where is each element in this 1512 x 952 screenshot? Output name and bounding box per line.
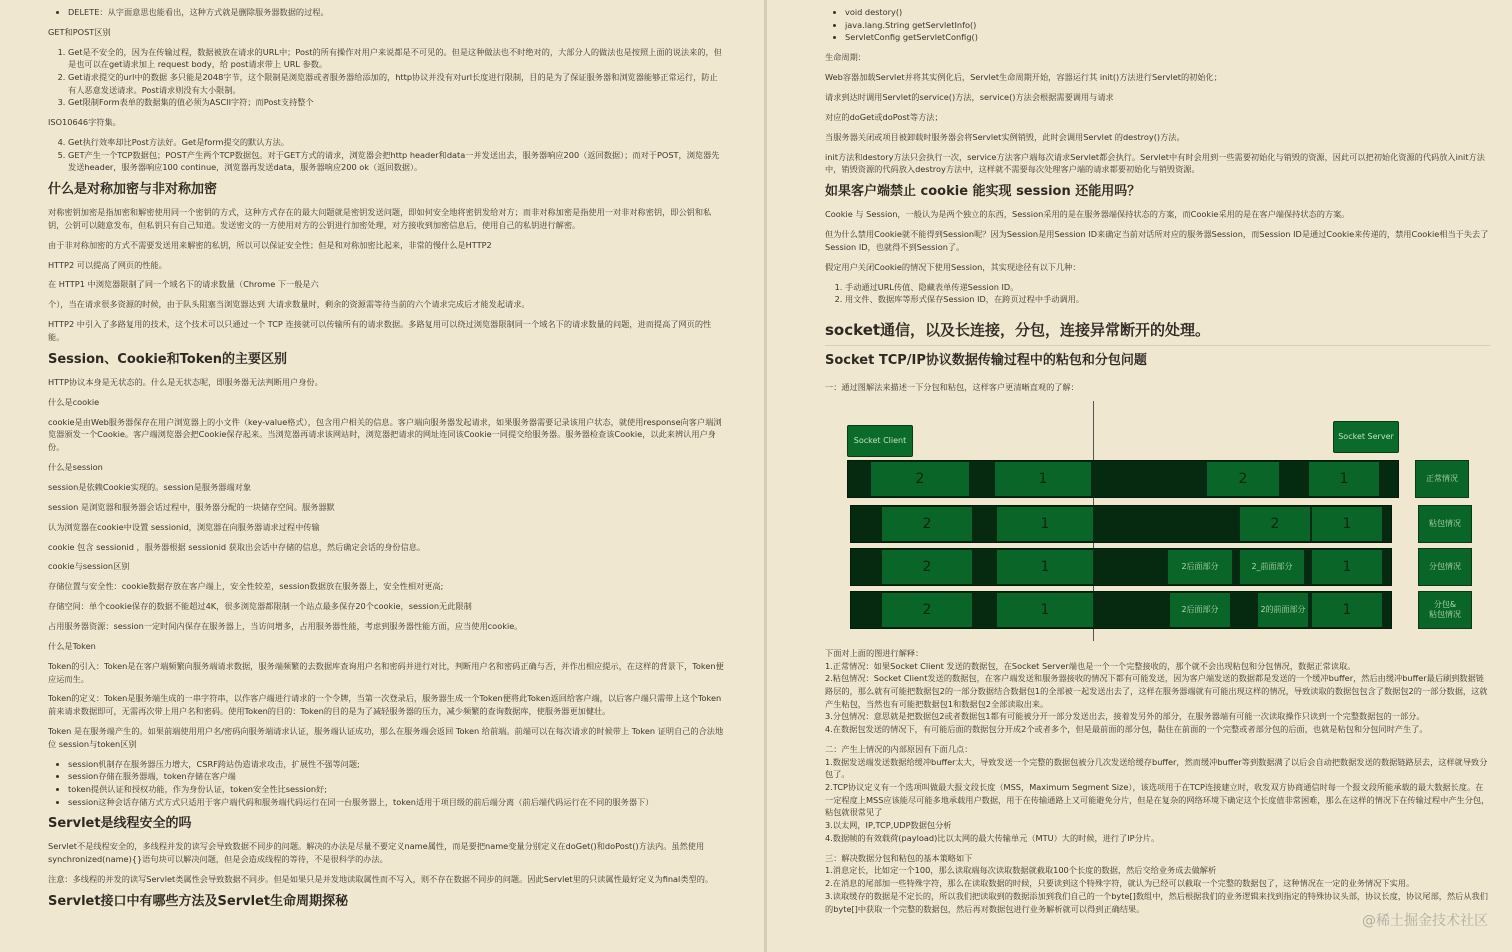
paragraph: session是依赖Cookie实现的。session是服务器端对象	[48, 481, 252, 492]
list-item: • java.lang.String getServletInfo()	[845, 19, 1490, 32]
list-item: 5. GET产生一个TCP数据包；POST产生两个TCP数据包。对于GET方式的请求，浏览器会把http header和data一并发送出去，服务器响应200（返回数据）；而对于POST，浏览器先发送header，服务器响应100 continue，浏览器再发送data，服务器响应200 ok（返回数据）。	[68, 149, 724, 174]
paragraph: 当服务器关闭或项目被卸载时服务器会将Servlet实例销毁，此时会调用Servlet 的destroy()方法。	[825, 131, 1185, 142]
packet-1: 1	[1308, 462, 1380, 496]
packet-row-normal	[847, 460, 1399, 498]
packet-1: 1	[996, 507, 1094, 541]
paragraph: 对称密钥加密是指加密和解密使用同一个密钥的方式，这种方式存在的最大问题就是密钥发送问题，即如何安全地将密钥发给对方；而非对称加密是指使用一对非对称密钥，即公钥和私钥，公钥可以随意发布，但私钥只有自己知道。发送密文的一方使用对方的公钥进行加密处理，对方接收到加密信息后，使用自己的私钥进行解密。	[48, 207, 712, 230]
packet-2: 2	[881, 593, 973, 627]
list-item: 2. Get请求提交的url中的数据 多只能是2048字节，这个限制是浏览器或者服务器给添加的，http协议并没有对url长度进行限制，目的是为了保证服务器和浏览器能够正常运行，防止有人恶意发送请求。Post请求则没有大小限制。	[68, 71, 724, 96]
paragraph: 下面对上面的图进行解释：	[825, 647, 924, 658]
list-item: • DELETE：从字面意思也能看出，这种方式就是删除服务器数据的过程。	[68, 6, 724, 19]
packet-1: 1	[1311, 550, 1383, 584]
packet-2: 2	[870, 462, 970, 496]
heading-servlet: Servlet是线程安全的吗	[48, 816, 192, 832]
paragraph: 4.数据帧的有效载荷(payload)比以太网的最大传输单元（MTU）大的时候，进行了IP分片。	[825, 832, 1160, 843]
paragraph: 由于非对称加密的方式不需要发送用来解密的私钥，所以可以保证安全性；但是和对称加密比起来，非常的慢什么是HTTP2	[48, 239, 492, 250]
packet-2: 2	[881, 550, 973, 584]
paragraph: 对应的doGet或doPost等方法；	[825, 111, 943, 122]
paragraph: session 是浏览器和服务器会话过程中，服务器分配的一块储存空间。服务器默	[48, 501, 335, 512]
paragraph: 二：产生上情况的内部原因有下面几点：	[825, 743, 973, 754]
packet-2-back: 2后面部分	[1169, 593, 1231, 627]
packet-1: 1	[996, 593, 1094, 627]
cookie-list	[825, 281, 1490, 306]
heading-tcp: Socket TCP/IP协议数据传输过程中的粘包和分包问题	[825, 352, 1147, 368]
paragraph: 在 HTTP1 中浏览器限制了同一个域名下的请求数量（Chrome 下一般是六	[48, 279, 319, 290]
packet-2-back: 2后面部分	[1167, 550, 1233, 584]
list-item: • ServletConfig getServletConfig()	[845, 31, 1490, 44]
heading-socket: socket通信，以及长连接，分包，连接异常断开的处理。	[825, 320, 1490, 346]
right-page	[767, 0, 1512, 952]
getpost-list-2	[48, 136, 724, 174]
tag-normal: 正常情况	[1415, 460, 1469, 498]
paragraph: Token 是在服务端产生的。如果前端使用用户名/密码向服务端请求认证，服务端认证成功，那么在服务端会返回 Token 给前端。前端可以在每次请求的时候带上 Token 证明自己的合法地位 session与token区别	[48, 726, 724, 749]
packet-2-front: 2的前面部分	[1257, 593, 1309, 627]
servlet-method-list	[825, 6, 1490, 44]
paragraph: cookie 包含 sessionid ，服务器根据 sessionid 获取出会话中存储的信息，然后确定会话的身份信息。	[48, 541, 426, 552]
heading-servlet-lifecycle: Servlet接口中有哪些方法及Servlet生命周期探秘	[48, 893, 349, 909]
paragraph: 2.在消息的尾部加一些特殊字符，那么在读取数据的时候，只要读到这个特殊字符，就认为已经可以截取一个完整的数据包了，这种情况在一定的业务情况下实用。	[825, 878, 1415, 889]
paragraph: 3.分包情况：意思就是把数据包2或者数据包1都有可能被分开一部分发送出去，接着发另外的部分，在服务器端有可能一次读取操作只读到一个完整数据包的一部分。	[825, 711, 1425, 722]
paragraph: 什么是cookie	[48, 396, 100, 407]
packet-row-split	[850, 548, 1392, 586]
heading-session: Session、Cookie和Token的主要区别	[48, 351, 288, 367]
iso-text: ISO10646字符集。	[48, 117, 121, 128]
tag-sticky: 粘包情况	[1418, 505, 1472, 543]
paragraph: Web容器加载Servlet并将其实例化后，Servlet生命周期开始，容器运行其 init()方法进行Servlet的初始化；	[825, 72, 1222, 82]
packet-1: 1	[1311, 507, 1383, 541]
packet-1: 1	[996, 550, 1094, 584]
paragraph: 但为什么禁用Cookie就不能得到Session呢？因为Session是用Session ID来确定当前对话所对应的服务器Session，而Session ID是通过Cookie来传递的，禁用Cookie相当于失去了Session ID，也就得不到Session了。	[825, 229, 1489, 252]
packet-1: 1	[994, 462, 1092, 496]
socket-client-box: Socket Client	[847, 425, 913, 457]
list-item: 1. Get是不安全的，因为在传输过程，数据被放在请求的URL中；Post的所有操作对用户来说都是不可见的。但是这种做法也不时绝对的，大部分人的做法也是按照上面的说法来的，但是也可以在get请求加上 request body，给 post请求带上 URL 参数。	[68, 46, 724, 71]
list-item: • session这种会话存储方式方式只适用于客户端代码和服务端代码运行在同一台服务器上，token适用于项目级的前后端分离（前后端代码运行在不同的服务器下）	[68, 796, 724, 809]
packet-2: 2	[1239, 507, 1311, 541]
getpost-list	[48, 46, 724, 110]
paragraph: 1.消息定长，比如定一个100，那么读取端每次读取数据就截取100个长度的数据，然后交给业务成去做解析	[825, 865, 1217, 876]
packet-1: 1	[1311, 593, 1383, 627]
packet-row-sticky	[850, 505, 1392, 543]
paragraph: 1.正常情况：如果Socket Client 发送的数据包，在Socket Server端也是一个一个完整接收的，那个就不会出现粘包和分包情况，数据正常读取。	[825, 660, 1356, 671]
packet-row-split-sticky	[850, 591, 1392, 629]
paragraph: 占用服务器资源：session一定时间内保存在服务器上，当访问增多，占用服务器性能，考虑到服务器性能方面，应当使用cookie。	[48, 621, 523, 632]
paragraph: HTTP2 可以提高了网页的性能。	[48, 259, 167, 270]
list-item: 1. 手动通过URL传值、隐藏表单传递Session ID。	[845, 281, 1490, 294]
packet-2-front: 2_前面部分	[1239, 550, 1305, 584]
paragraph: Token的引入：Token是在客户端频繁向服务端请求数据，服务端频繁的去数据库查询用户名和密码并进行对比，判断用户名和密码正确与否，并作出相应提示，在这样的背景下，Token便应运而生。	[48, 660, 724, 684]
paragraph: Token的定义：Token是服务端生成的一串字符串，以作客户端进行请求的一个令牌，当第一次登录后，服务器生成一个Token便将此Token返回给客户端，以后客户端只需带上这个Token前来请求数据即可，无需再次带上用户名和密码。使用Token的目的：Token的目的是为了减轻服务器的压力，减少频繁的查询数据库，使服务器更加健壮。	[48, 693, 722, 717]
heading-cookie-session: 如果客户端禁止 cookie 能实现 session 还能用吗？	[825, 184, 1141, 200]
packet-2: 2	[881, 507, 973, 541]
paragraph: cookie是由Web服务器保存在用户浏览器上的小文件（key-value格式），包含用户相关的信息。客户端向服务器发起请求，如果服务器需要记录该用户状态，就使用response向客户端浏览器颁发一个Cookie。客户端浏览器会把Cookie保存起来。当浏览器再请求该网站时，浏览器把请求的网址连同该Cookie一同提交给服务器。服务器检查该Cookie，以此来辨认用户身份。	[48, 416, 722, 453]
paragraph: init方法和destory方法只会执行一次，service方法客户端每次请求Servlet都会执行。Servlet中有时会用到一些需要初始化与销毁的资源，因此可以把初始化资源的代码放入init方法中，销毁资源的代码放入destroy方法中，这样就不需要每次处理客户端的请求都要初始化与销毁资源。	[825, 151, 1485, 175]
paragraph: 注意：多线程的并发的读写Servlet类属性会导致数据不同步。但是如果只是并发地读取属性而不写入，则不存在数据不同步的问题。因此Servlet里的只读属性最好定义为final类型的。	[48, 874, 714, 885]
paragraph: 什么是Token	[48, 640, 96, 651]
delete-list	[48, 6, 724, 19]
socket-server-box: Socket Server	[1333, 421, 1399, 453]
paragraph: HTTP2 中引入了多路复用的技术，这个技术可以只通过一个 TCP 连接就可以传输所有的请求数据。多路复用可以绕过浏览器限制同一个域名下的请求数量的问题，进而提高了网页的性能。	[48, 319, 712, 342]
heading-crypto: 什么是对称加密与非对称加密	[48, 182, 218, 198]
paragraph: 存储空间：单个cookie保存的数据不能超过4K，很多浏览器都限制一个站点最多保存20个cookie，session无此限制	[48, 601, 472, 612]
list-item: • session存储在服务器端，token存储在客户端	[68, 770, 724, 783]
list-item: • session机制存在服务器压力增大，CSRF跨站伪造请求攻击，扩展性不强等问题;	[68, 758, 724, 771]
packet-diagram	[825, 401, 1475, 641]
packet-2: 2	[1206, 462, 1280, 496]
paragraph: Cookie 与 Session，一般认为是两个独立的东西，Session采用的是在服务器端保持状态的方案，而Cookie采用的是在客户端保持状态的方案。	[825, 209, 1350, 220]
paragraph: 1.数据发送端发送数据给缓冲buffer太大，导致发送一个完整的数据包被分几次发送给缓存buffer，然而缓冲buffer等到数据满了以后会自动把数据发送的数据链路层去，这样就导致分包了。	[825, 756, 1488, 780]
paragraph: cookie与session区别	[48, 561, 130, 572]
paragraph: 2.TCP协议定义有一个选项叫做最大报文段长度（MSS，Maximum Segment Size），该选项用于在TCP连接建立时，收发双方协商通信时每一个报文段所能承载的最大数据长度。在一定程度上MSS应该能尽可能多地承载用户数据，用于在传输通路上又可能避免分片，但是在复杂的网络环境下确定这个长度值非常困难，那么在这样的情况下在传输过程中产生分包，粘包就很常见了	[825, 782, 1490, 818]
tag-split-sticky: 分包& 粘包情况	[1418, 591, 1472, 629]
paragraph: 假定用户关闭Cookie的情况下使用Session，其实现途径有以下几种：	[825, 261, 1081, 272]
paragraph: 个），当在请求很多资源的时候，由于队头阻塞当浏览器达到 大请求数量时，剩余的资源需等待当前的六个请求完成后才能发起请求。	[48, 299, 530, 310]
watermark: @稀土掘金技术社区	[1362, 913, 1488, 929]
paragraph: 3.读取缓存的数据是不定长的，所以我们把读取到的数据添加到我们自己的一个byte[]数组中，然后根据我们的业务逻辑来找到指定的特殊协议头部，协议长度，协议尾部，然后从我们的byte[]中获取一个完整的数据包，然后再对数据包进行业务解析就可以得到正确结果。	[825, 890, 1488, 914]
paragraph: Servlet不是线程安全的，多线程并发的读写会导致数据不同步的问题。解决的办法是尽量不要定义name属性，而是要把name变量分别定义在doGet()和doPost()方法内。虽然使用synchronized(name){}语句块可以解决问题，但是会造成线程的等待，不是很科学的办法。	[48, 841, 705, 865]
getpost-title: GET和POST区别	[48, 26, 111, 37]
paragraph: 3.以太网，IP,TCP,UDP数据包分析	[825, 820, 952, 831]
paragraph: 请求到达时调用Servlet的service()方法，service()方法会根据需要调用与请求	[825, 91, 1114, 102]
list-item: 4. Get执行效率却比Post方法好。Get是form提交的默认方法。	[68, 136, 724, 149]
list-item: 3. Get限制Form表单的数据集的值必须为ASCII字符；而Post支持整个	[68, 96, 724, 109]
list-item: 2. 用文件、数据库等形式保存Session ID，在跨页过程中手动调用。	[845, 293, 1490, 306]
tag-split: 分包情况	[1418, 548, 1472, 586]
paragraph: 什么是session	[48, 461, 103, 472]
paragraph: 2.粘包情况：Socket Client发送的数据包，在客户端发送和服务器接收的情况下都有可能发送，因为客户端发送的数据都是发送的一个缓冲buffer，然后由缓冲buffer最后刷到数据链路层的，那么就有可能把数据包2的一部分数据结合数据包1的全部被一起发送出去了，这样在服务器端就有可能出现这样的情况，导致读取的数据包包含了数据包2的一部分数据，这就产生粘包，当然也有可能把数据包1和数据包2全部读取出来。	[825, 673, 1488, 709]
paragraph: 存储位置与安全性：cookie数据存放在客户端上，安全性较差，session数据放在服务器上，安全性相对更高;	[48, 581, 444, 592]
list-item: • token提供认证和授权功能，作为身份认证，token安全性比session好;	[68, 783, 724, 796]
session-token-list	[48, 758, 724, 809]
paragraph: 认为浏览器在cookie中设置 sessionid，浏览器在向服务器请求过程中传输	[48, 521, 320, 532]
paragraph: 4.在数据包发送的情况下，有可能后面的数据包分开成2个或者多个，但是最前面的部分包，黏住在前面的一个完整或者部分包的后面，也就是粘包和分包同时产生了。	[825, 724, 1428, 735]
paragraph: HTTP协议本身是无状态的。什么是无状态呢，即服务器无法判断用户身份。	[48, 376, 323, 387]
paragraph: 三：解决数据分包和粘包的基本策略如下	[825, 852, 973, 863]
list-item: • void destory()	[845, 6, 1490, 19]
paragraph: 生命周期：	[825, 52, 866, 63]
paragraph: 一：通过图解法来描述一下分包和粘包，这样客户更清晰直观的了解：	[825, 381, 1079, 392]
